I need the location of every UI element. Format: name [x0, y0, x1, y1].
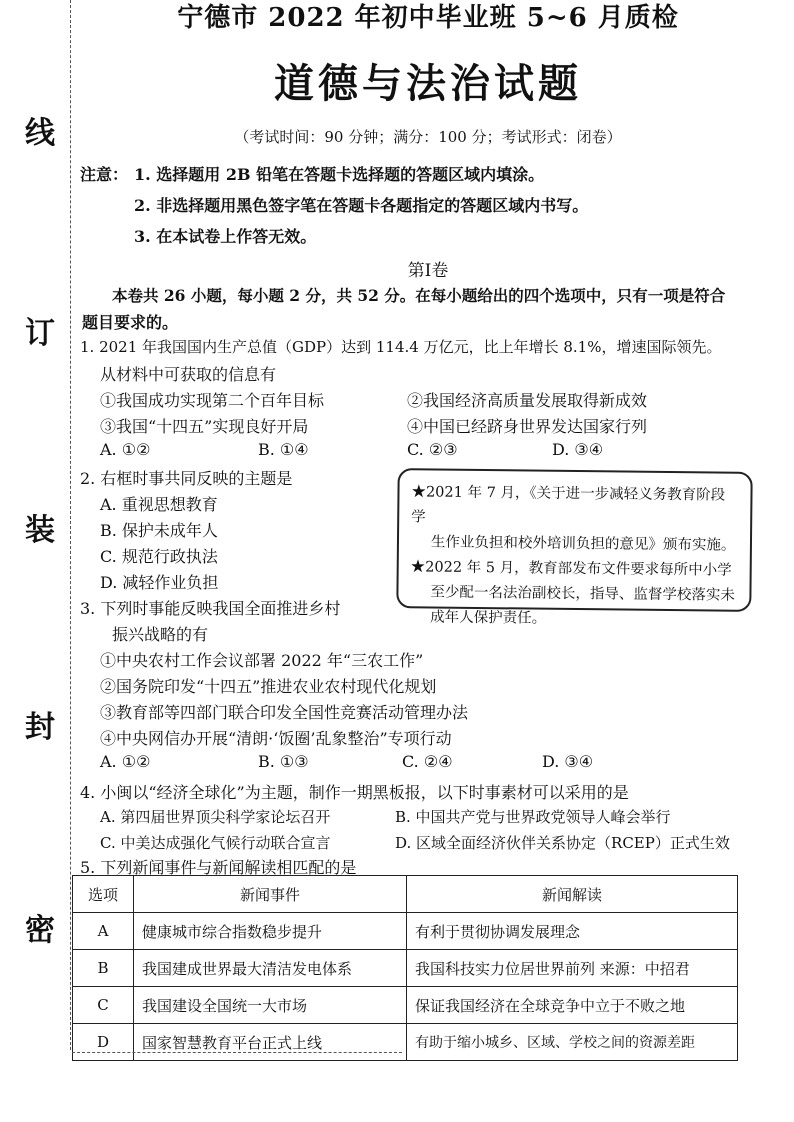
q2-option-a: A. 重视思想教育: [100, 495, 218, 514]
q3-option-d: D. ③④: [542, 752, 594, 771]
notes-label: 注意：: [80, 165, 129, 184]
q3-option-c: C. ②④: [402, 752, 453, 771]
table-cell-option: C: [73, 987, 134, 1024]
section-title: 第Ⅰ卷: [407, 261, 449, 281]
table-cell-event: 我国建成世界最大清洁发电体系: [134, 950, 407, 987]
subject-title: 道德与法治试题: [274, 61, 582, 107]
note-item-2: 2. 非选择题用黑色签字笔在答题卡各题指定的答题区域内书写。: [134, 196, 589, 215]
table-cell-event: 国家智慧教育平台正式上线: [134, 1024, 407, 1061]
q1-stem-1: 1. 2021 年我国国内生产总值（GDP）达到 114.4 万亿元，比上年增长 8.1%，增速国际领先。: [80, 338, 722, 356]
table-cell-interpretation: 保证我国经济在全球竞争中立于不败之地: [407, 987, 738, 1024]
q2-stem: 2. 右框时事共同反映的主题是: [80, 469, 293, 488]
table-cell-option: D: [73, 1024, 134, 1061]
exam-title: 宁德市 2022 年初中毕业班 5~6 月质检: [177, 3, 679, 30]
table-cell-option: B: [73, 950, 134, 987]
table-header-event: 新闻事件: [134, 876, 407, 913]
q3-item-4: ④中央网信办开展“清朗·‘饭圈’乱象整治”专项行动: [100, 729, 452, 748]
note-item-1: 1. 选择题用 2B 铅笔在答题卡选择题的答题区域内填涂。: [134, 165, 545, 184]
exam-info: （考试时间：90 分钟；满分：100 分；考试形式：闭卷）: [234, 128, 622, 146]
q1-item-3: ③我国“十四五”实现良好开局: [100, 417, 309, 436]
q4-stem: 4. 小闽以“经济全球化”为主题，制作一期黑板报，以下时事素材可以采用的是: [80, 783, 629, 802]
q1-option-d: D. ③④: [552, 440, 604, 459]
q2-option-d: D. 减轻作业负担: [100, 573, 219, 592]
q4-option-b: B. 中国共产党与世界政党领导人峰会举行: [395, 808, 671, 826]
q4-option-c: C. 中美达成强化气候行动联合宣言: [100, 834, 331, 852]
q2-news-box: [396, 468, 752, 627]
binding-char-feng: 封: [25, 710, 55, 745]
news-box-line-1: ★2021 年 7 月，《关于进一步减轻义务教育阶段学: [411, 484, 726, 526]
q1-option-c: C. ②③: [407, 440, 458, 459]
q4-option-d: D. 区域全面经济伙伴关系协定（RCEP）正式生效: [395, 834, 730, 852]
q2-option-c: C. 规范行政执法: [100, 547, 218, 566]
news-box-line-4: 至少配一名法治副校长，指导、监督学校落实未: [430, 584, 736, 604]
table-header-interpretation: 新闻解读: [407, 876, 738, 913]
q3-stem-2: 振兴战略的有: [112, 625, 209, 644]
table-cell-option: A: [73, 913, 134, 950]
binding-margin: [0, 0, 71, 1050]
section-instruction-2: 题目要求的。: [82, 313, 179, 332]
q1-item-2: ②我国经济高质量发展取得新成效: [407, 391, 648, 410]
table-row: [73, 1024, 738, 1061]
q3-item-1: ①中央农村工作会议部署 2022 年“三农工作”: [100, 651, 424, 670]
news-box-line-3: ★2022 年 5 月，教育部发布文件要求每所中小学: [410, 559, 732, 579]
binding-char-ding: 订: [25, 316, 55, 351]
q3-option-a: A. ①②: [100, 752, 151, 771]
table-row: [73, 913, 738, 950]
watermark-source: 来源：中招君: [599, 959, 690, 978]
binding-char-zhuang: 装: [25, 513, 55, 548]
table-cell-event: 健康城市综合指数稳步提升: [134, 913, 407, 950]
q1-stem-2: 从材料中可获取的信息有: [100, 365, 277, 384]
news-box-line-2: 生作业负担和校外培训负担的意见》颁布实施。: [430, 534, 736, 554]
binding-char-xian: 线: [25, 116, 55, 151]
section-instruction-1: 本卷共 26 小题，每小题 2 分，共 52 分。在每小题给出的四个选项中，只有一项是符合: [112, 286, 726, 305]
q3-item-2: ②国务院印发“十四五”推进农业农村现代化规划: [100, 677, 437, 696]
q5-table: [72, 875, 738, 1061]
q4-option-a: A. 第四届世界顶尖科学家论坛召开: [100, 808, 331, 826]
q2-option-b: B. 保护未成年人: [100, 521, 218, 540]
q5-stem: 5. 下列新闻事件与新闻解读相匹配的是: [80, 858, 357, 877]
table-cell-interpretation: 有利于贯彻协调发展理念: [407, 913, 738, 950]
table-cell-interpretation: [407, 950, 738, 987]
q3-option-b: B. ①③: [258, 752, 309, 771]
table-row: [73, 987, 738, 1024]
bottom-dashed-line: [72, 1052, 402, 1053]
exam-page: [72, 0, 784, 1122]
table-cell-interpretation: 有助于缩小城乡、区域、学校之间的资源差距: [407, 1024, 738, 1061]
q1-option-b: B. ①④: [258, 440, 309, 459]
q3-stem-1: 3. 下列时事能反映我国全面推进乡村: [80, 599, 341, 618]
q3-item-3: ③教育部等四部门联合印发全国性竞赛活动管理办法: [100, 703, 469, 722]
table-header-row: [73, 876, 738, 913]
table-cell-interpretation-text: 我国科技实力位居世界前列: [415, 959, 596, 978]
q1-option-a: A. ①②: [100, 440, 151, 459]
news-box-line-5: 成年人保护责任。: [430, 609, 547, 627]
table-row: [73, 950, 738, 987]
binding-char-mi: 密: [25, 913, 55, 948]
note-item-3: 3. 在本试卷上作答无效。: [134, 227, 317, 246]
q1-item-4: ④中国已经跻身世界发达国家行列: [407, 417, 648, 436]
table-cell-event: 我国建设全国统一大市场: [134, 987, 407, 1024]
q1-item-1: ①我国成功实现第二个百年目标: [100, 391, 325, 410]
table-header-option: 选项: [73, 876, 134, 913]
